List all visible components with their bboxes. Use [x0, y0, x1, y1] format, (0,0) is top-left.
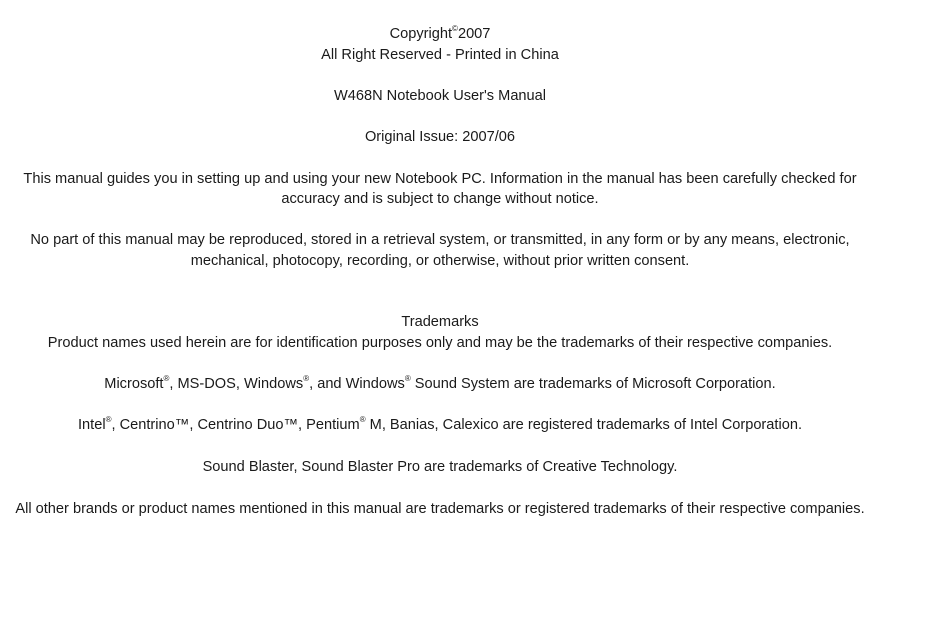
manual-title: W468N Notebook User's Manual: [333, 88, 547, 104]
reproduction-line-2: mechanical, photocopy, recording, or otherwise, without prior written consent.: [190, 253, 690, 269]
intro-line-1: This manual guides you in setting up and using your new Notebook PC. Information in the manual has been carefully checked for: [23, 171, 857, 187]
intro-line-2: accuracy and is subject to change without notice.: [281, 191, 599, 207]
trademarks-intro: Product names used herein are for identification purposes only and may be the trademarks of their respective companies.: [47, 335, 833, 351]
copyright-prefix: Copyright: [389, 26, 453, 42]
microsoft-part-4: Sound System are trademarks of Microsoft Corporation.: [410, 376, 776, 392]
creative-trademarks: Sound Blaster, Sound Blaster Pro are trademarks of Creative Technology.: [202, 459, 678, 475]
intel-part-3: M, Banias, Calexico are registered trademarks of Intel Corporation.: [365, 417, 802, 433]
microsoft-trademarks: [0, 374, 880, 394]
other-trademarks: All other brands or product names mentioned in this manual are trademarks or registered trademarks of their respective companies.: [15, 501, 865, 517]
copyright-year: 2007: [457, 26, 491, 42]
registered-symbol: ®: [303, 374, 310, 384]
microsoft-part-3: , and Windows: [309, 376, 405, 392]
original-issue: Original Issue: 2007/06: [364, 129, 516, 145]
intel-trademarks: [0, 415, 880, 435]
intel-part-1: Intel: [78, 417, 106, 433]
registered-symbol: ®: [404, 374, 411, 384]
microsoft-part-1: Microsoft: [104, 376, 164, 392]
registered-symbol: ®: [359, 415, 366, 425]
trademarks-heading: Trademarks: [401, 314, 479, 330]
copyright-symbol: ©: [452, 24, 458, 34]
intel-part-2: , Centrino™, Centrino Duo™, Pentium: [111, 417, 360, 433]
microsoft-part-2: , MS-DOS, Windows: [169, 376, 304, 392]
copyright-line: [0, 24, 880, 44]
registered-symbol: ®: [163, 374, 170, 384]
rights-reserved-line: All Right Reserved - Printed in China: [321, 47, 559, 63]
reproduction-line-1: No part of this manual may be reproduced, stored in a retrieval system, or transmitted, in any form or by any means, electronic,: [30, 232, 850, 248]
registered-symbol: ®: [105, 415, 112, 425]
